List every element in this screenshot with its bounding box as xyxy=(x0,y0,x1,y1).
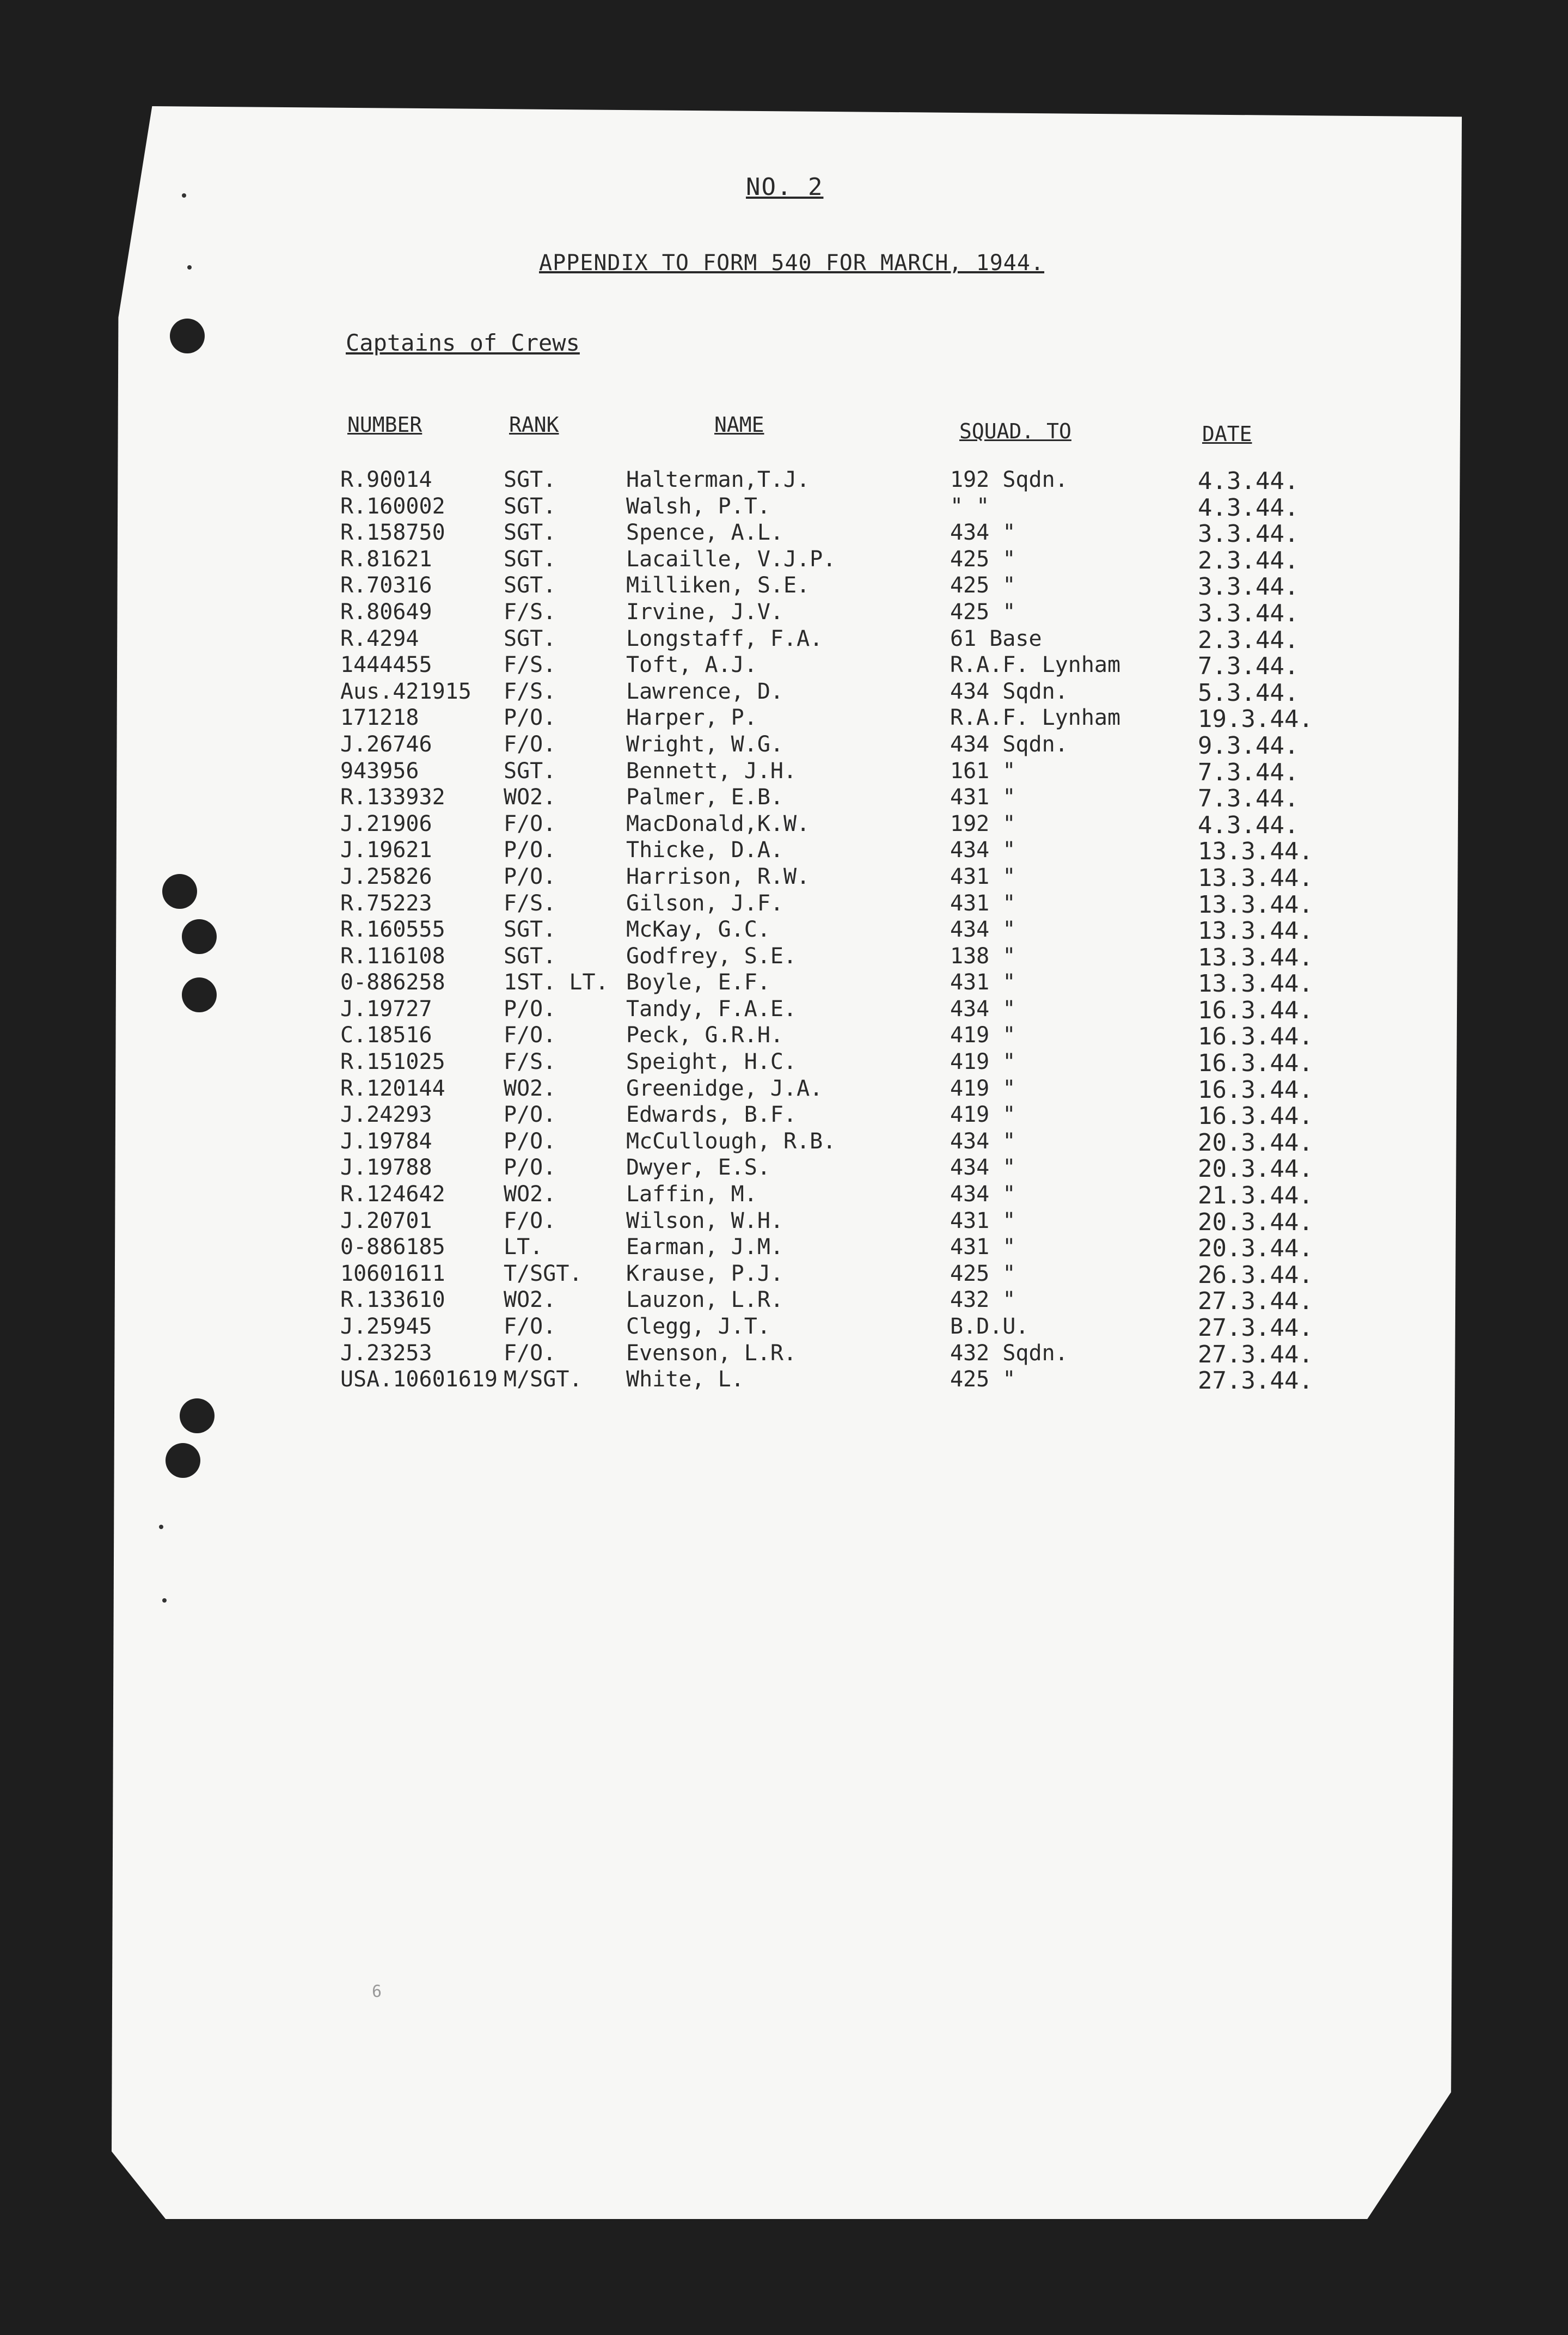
cell-number: R.81621 xyxy=(340,546,432,572)
cell-rank: SGT. xyxy=(504,626,556,651)
cell-name: Boyle, E.F. xyxy=(626,970,770,995)
cell-rank: P/O. xyxy=(504,996,556,1022)
cell-date: 16.3.44. xyxy=(1198,996,1313,1024)
cell-squad: 431 " xyxy=(950,890,1016,916)
cell-date: 5.3.44. xyxy=(1198,679,1299,707)
cell-number: J.24293 xyxy=(340,1102,432,1128)
table-row xyxy=(0,1208,1568,1235)
cell-number: R.160002 xyxy=(340,493,445,519)
table-row xyxy=(0,1129,1568,1156)
cell-rank: F/O. xyxy=(504,1340,556,1366)
cell-number: R.160555 xyxy=(340,917,445,943)
cell-name: Bennett, J.H. xyxy=(626,758,797,784)
table-row xyxy=(0,1155,1568,1182)
cell-date: 16.3.44. xyxy=(1198,1023,1313,1051)
cell-number: J.19784 xyxy=(340,1128,432,1154)
cell-squad: 419 " xyxy=(950,1023,1016,1048)
cell-rank: LT. xyxy=(504,1234,543,1260)
punch-hole xyxy=(166,1443,200,1478)
cell-date: 2.3.44. xyxy=(1198,626,1299,654)
cell-name: Harper, P. xyxy=(626,705,757,731)
cell-name: Harrison, R.W. xyxy=(626,864,810,889)
cell-rank: F/O. xyxy=(504,1023,556,1048)
cell-squad: 434 Sqdn. xyxy=(950,731,1068,757)
cell-date: 26.3.44. xyxy=(1198,1261,1313,1289)
cell-name: Edwards, B.F. xyxy=(626,1102,797,1128)
table-row xyxy=(0,467,1568,494)
table-row xyxy=(0,838,1568,864)
cell-rank: 1ST. LT. xyxy=(504,970,609,995)
document-number: NO. 2 xyxy=(746,173,824,201)
cell-squad: 434 " xyxy=(950,520,1016,546)
cell-rank: P/O. xyxy=(504,1102,556,1128)
cell-squad: 419 " xyxy=(950,1075,1016,1101)
cell-rank: P/O. xyxy=(504,838,556,863)
cell-date: 16.3.44. xyxy=(1198,1075,1313,1104)
cell-rank: T/SGT. xyxy=(504,1261,583,1286)
table-row xyxy=(0,547,1568,573)
cell-number: R.4294 xyxy=(340,626,419,651)
cell-number: 0-886258 xyxy=(340,970,445,995)
cell-date: 2.3.44. xyxy=(1198,546,1299,574)
table-row xyxy=(0,864,1568,891)
cell-squad: 434 " xyxy=(950,917,1016,943)
punch-hole xyxy=(170,319,205,353)
cell-rank: F/S. xyxy=(504,599,556,625)
column-header-name: NAME xyxy=(714,413,764,437)
cell-name: Longstaff, F.A. xyxy=(626,626,823,651)
cell-name: Dwyer, E.S. xyxy=(626,1155,770,1181)
cell-number: R.133610 xyxy=(340,1287,445,1313)
cell-name: Tandy, F.A.E. xyxy=(626,996,797,1022)
cell-date: 27.3.44. xyxy=(1198,1340,1313,1368)
cell-rank: SGT. xyxy=(504,943,556,969)
cell-number: R.70316 xyxy=(340,573,432,598)
table-row xyxy=(0,1341,1568,1367)
table-row xyxy=(0,1102,1568,1129)
cell-rank: F/S. xyxy=(504,890,556,916)
cell-squad: 425 " xyxy=(950,599,1016,625)
table-row xyxy=(0,600,1568,626)
cell-number: 943956 xyxy=(340,758,419,784)
cell-number: USA.10601619 xyxy=(340,1367,498,1392)
cell-squad: R.A.F. Lynham xyxy=(950,705,1121,731)
cell-squad: 434 " xyxy=(950,1182,1016,1207)
cell-squad: 192 Sqdn. xyxy=(950,467,1068,492)
table-row xyxy=(0,1234,1568,1261)
cell-number: J.26746 xyxy=(340,731,432,757)
cell-date: 16.3.44. xyxy=(1198,1049,1313,1078)
cell-rank: P/O. xyxy=(504,1155,556,1181)
column-header-date: DATE xyxy=(1202,422,1252,446)
table-row xyxy=(0,652,1568,679)
cell-name: Wilson, W.H. xyxy=(626,1208,783,1233)
cell-number: Aus.421915 xyxy=(340,679,471,704)
cell-name: Palmer, E.B. xyxy=(626,785,783,810)
cell-number: R.124642 xyxy=(340,1182,445,1207)
cell-name: Gilson, J.F. xyxy=(626,890,783,916)
cell-number: R.90014 xyxy=(340,467,432,492)
cell-rank: WO2. xyxy=(504,1287,556,1313)
cell-rank: F/S. xyxy=(504,1049,556,1075)
table-row xyxy=(0,1023,1568,1049)
cell-squad: 431 " xyxy=(950,785,1016,810)
cell-date: 4.3.44. xyxy=(1198,493,1299,522)
cell-squad: 431 " xyxy=(950,970,1016,995)
cell-name: McCullough, R.B. xyxy=(626,1128,836,1154)
cell-name: Peck, G.R.H. xyxy=(626,1023,783,1048)
cell-squad: 138 " xyxy=(950,943,1016,969)
speck xyxy=(159,1525,163,1529)
cell-rank: SGT. xyxy=(504,917,556,943)
cell-date: 7.3.44. xyxy=(1198,652,1299,681)
cell-name: Walsh, P.T. xyxy=(626,493,770,519)
cell-squad: 432 Sqdn. xyxy=(950,1340,1068,1366)
cell-date: 3.3.44. xyxy=(1198,573,1299,601)
cell-rank: SGT. xyxy=(504,467,556,492)
cell-name: Lauzon, L.R. xyxy=(626,1287,783,1313)
column-header-squad: SQUAD. TO xyxy=(959,419,1071,443)
table-row xyxy=(0,679,1568,706)
table-row xyxy=(0,1314,1568,1341)
cell-date: 13.3.44. xyxy=(1198,890,1313,919)
cell-date: 4.3.44. xyxy=(1198,811,1299,839)
table-row xyxy=(0,997,1568,1023)
cell-date: 13.3.44. xyxy=(1198,970,1313,998)
cell-number: J.19788 xyxy=(340,1155,432,1181)
cell-number: R.120144 xyxy=(340,1075,445,1101)
cell-squad: 434 " xyxy=(950,1155,1016,1181)
cell-number: 1444455 xyxy=(340,652,432,678)
cell-rank: P/O. xyxy=(504,705,556,731)
table-row xyxy=(0,732,1568,759)
cell-name: Clegg, J.T. xyxy=(626,1314,770,1339)
cell-name: Earman, J.M. xyxy=(626,1234,783,1260)
speck xyxy=(182,193,186,198)
cell-squad: 61 Base xyxy=(950,626,1042,651)
cell-rank: M/SGT. xyxy=(504,1367,583,1392)
cell-squad: 434 " xyxy=(950,996,1016,1022)
cell-number: 171218 xyxy=(340,705,419,731)
cell-date: 13.3.44. xyxy=(1198,943,1313,971)
table-row xyxy=(0,1182,1568,1208)
cell-date: 16.3.44. xyxy=(1198,1102,1313,1130)
cell-rank: SGT. xyxy=(504,520,556,546)
table-row xyxy=(0,759,1568,785)
cell-name: Lacaille, V.J.P. xyxy=(626,546,836,572)
footer-mark: 6 xyxy=(372,1982,382,2001)
cell-date: 7.3.44. xyxy=(1198,758,1299,786)
cell-name: Milliken, S.E. xyxy=(626,573,810,598)
cell-name: MacDonald,K.W. xyxy=(626,811,810,836)
table-row xyxy=(0,1367,1568,1393)
cell-date: 20.3.44. xyxy=(1198,1128,1313,1157)
cell-squad: 434 Sqdn. xyxy=(950,679,1068,704)
cell-number: R.116108 xyxy=(340,943,445,969)
cell-date: 20.3.44. xyxy=(1198,1234,1313,1263)
cell-squad: B.D.U. xyxy=(950,1314,1029,1339)
cell-number: R.158750 xyxy=(340,520,445,546)
cell-number: 10601611 xyxy=(340,1261,445,1286)
cell-name: Greenidge, J.A. xyxy=(626,1075,823,1101)
cell-name: Wright, W.G. xyxy=(626,731,783,757)
cell-name: Thicke, D.A. xyxy=(626,838,783,863)
cell-date: 3.3.44. xyxy=(1198,599,1299,627)
cell-name: Krause, P.J. xyxy=(626,1261,783,1286)
table-row xyxy=(0,944,1568,970)
cell-rank: SGT. xyxy=(504,546,556,572)
cell-rank: F/O. xyxy=(504,731,556,757)
cell-name: Toft, A.J. xyxy=(626,652,757,678)
table-row xyxy=(0,1287,1568,1314)
cell-name: Godfrey, S.E. xyxy=(626,943,797,969)
cell-number: J.25945 xyxy=(340,1314,432,1339)
cell-name: Laffin, M. xyxy=(626,1182,757,1207)
table-row xyxy=(0,1076,1568,1103)
cell-rank: P/O. xyxy=(504,864,556,889)
cell-date: 13.3.44. xyxy=(1198,838,1313,866)
cell-squad: 431 " xyxy=(950,864,1016,889)
table-row xyxy=(0,785,1568,811)
cell-rank: SGT. xyxy=(504,493,556,519)
table-row xyxy=(0,891,1568,918)
cell-rank: P/O. xyxy=(504,1128,556,1154)
cell-date: 13.3.44. xyxy=(1198,864,1313,892)
cell-rank: F/S. xyxy=(504,652,556,678)
cell-squad: 434 " xyxy=(950,1128,1016,1154)
cell-date: 9.3.44. xyxy=(1198,731,1299,760)
cell-squad: 419 " xyxy=(950,1049,1016,1075)
cell-rank: SGT. xyxy=(504,758,556,784)
cell-date: 21.3.44. xyxy=(1198,1182,1313,1210)
column-header-number: NUMBER xyxy=(347,413,422,437)
cell-name: Irvine, J.V. xyxy=(626,599,783,625)
cell-number: R.80649 xyxy=(340,599,432,625)
cell-number: J.20701 xyxy=(340,1208,432,1233)
column-header-rank: RANK xyxy=(509,413,559,437)
cell-squad: R.A.F. Lynham xyxy=(950,652,1121,678)
cell-date: 3.3.44. xyxy=(1198,520,1299,548)
cell-number: 0-886185 xyxy=(340,1234,445,1260)
crew-table xyxy=(0,467,1568,1393)
table-row xyxy=(0,1261,1568,1288)
cell-rank: SGT. xyxy=(504,573,556,598)
cell-name: White, L. xyxy=(626,1367,744,1392)
section-title: Captains of Crews xyxy=(346,329,580,356)
cell-squad: " " xyxy=(950,493,990,519)
cell-name: Lawrence, D. xyxy=(626,679,783,704)
cell-number: J.19621 xyxy=(340,838,432,863)
cell-date: 13.3.44. xyxy=(1198,917,1313,945)
cell-name: Evenson, L.R. xyxy=(626,1340,797,1366)
table-row xyxy=(0,917,1568,944)
cell-squad: 425 " xyxy=(950,1261,1016,1286)
cell-date: 7.3.44. xyxy=(1198,785,1299,813)
cell-squad: 432 " xyxy=(950,1287,1016,1313)
cell-squad: 431 " xyxy=(950,1234,1016,1260)
cell-date: 27.3.44. xyxy=(1198,1367,1313,1395)
table-row xyxy=(0,494,1568,521)
cell-name: Spence, A.L. xyxy=(626,520,783,546)
cell-name: Halterman,T.J. xyxy=(626,467,810,492)
table-row xyxy=(0,573,1568,600)
cell-date: 4.3.44. xyxy=(1198,467,1299,495)
table-row xyxy=(0,1049,1568,1076)
cell-squad: 192 " xyxy=(950,811,1016,836)
speck xyxy=(187,265,192,270)
table-row xyxy=(0,811,1568,838)
cell-squad: 431 " xyxy=(950,1208,1016,1233)
table-row xyxy=(0,970,1568,997)
cell-rank: WO2. xyxy=(504,1075,556,1101)
cell-number: R.75223 xyxy=(340,890,432,916)
cell-squad: 434 " xyxy=(950,838,1016,863)
cell-rank: WO2. xyxy=(504,1182,556,1207)
table-row xyxy=(0,705,1568,732)
cell-rank: F/O. xyxy=(504,1208,556,1233)
cell-number: J.25826 xyxy=(340,864,432,889)
punch-hole xyxy=(180,1398,215,1433)
cell-date: 20.3.44. xyxy=(1198,1155,1313,1183)
cell-name: Speight, H.C. xyxy=(626,1049,797,1075)
cell-squad: 161 " xyxy=(950,758,1016,784)
speck xyxy=(162,1598,167,1603)
cell-rank: F/S. xyxy=(504,679,556,704)
cell-date: 20.3.44. xyxy=(1198,1208,1313,1236)
table-row xyxy=(0,626,1568,653)
cell-number: J.23253 xyxy=(340,1340,432,1366)
cell-squad: 419 " xyxy=(950,1102,1016,1128)
cell-number: C.18516 xyxy=(340,1023,432,1048)
cell-squad: 425 " xyxy=(950,1367,1016,1392)
cell-date: 19.3.44. xyxy=(1198,705,1313,733)
cell-number: J.19727 xyxy=(340,996,432,1022)
document-title: APPENDIX TO FORM 540 FOR MARCH, 1944. xyxy=(539,250,1045,276)
cell-rank: F/O. xyxy=(504,1314,556,1339)
cell-number: J.21906 xyxy=(340,811,432,836)
cell-date: 27.3.44. xyxy=(1198,1287,1313,1316)
cell-name: McKay, G.C. xyxy=(626,917,770,943)
cell-squad: 425 " xyxy=(950,573,1016,598)
cell-rank: WO2. xyxy=(504,785,556,810)
cell-date: 27.3.44. xyxy=(1198,1314,1313,1342)
cell-number: R.133932 xyxy=(340,785,445,810)
cell-rank: F/O. xyxy=(504,811,556,836)
cell-squad: 425 " xyxy=(950,546,1016,572)
table-row xyxy=(0,520,1568,547)
cell-number: R.151025 xyxy=(340,1049,445,1075)
